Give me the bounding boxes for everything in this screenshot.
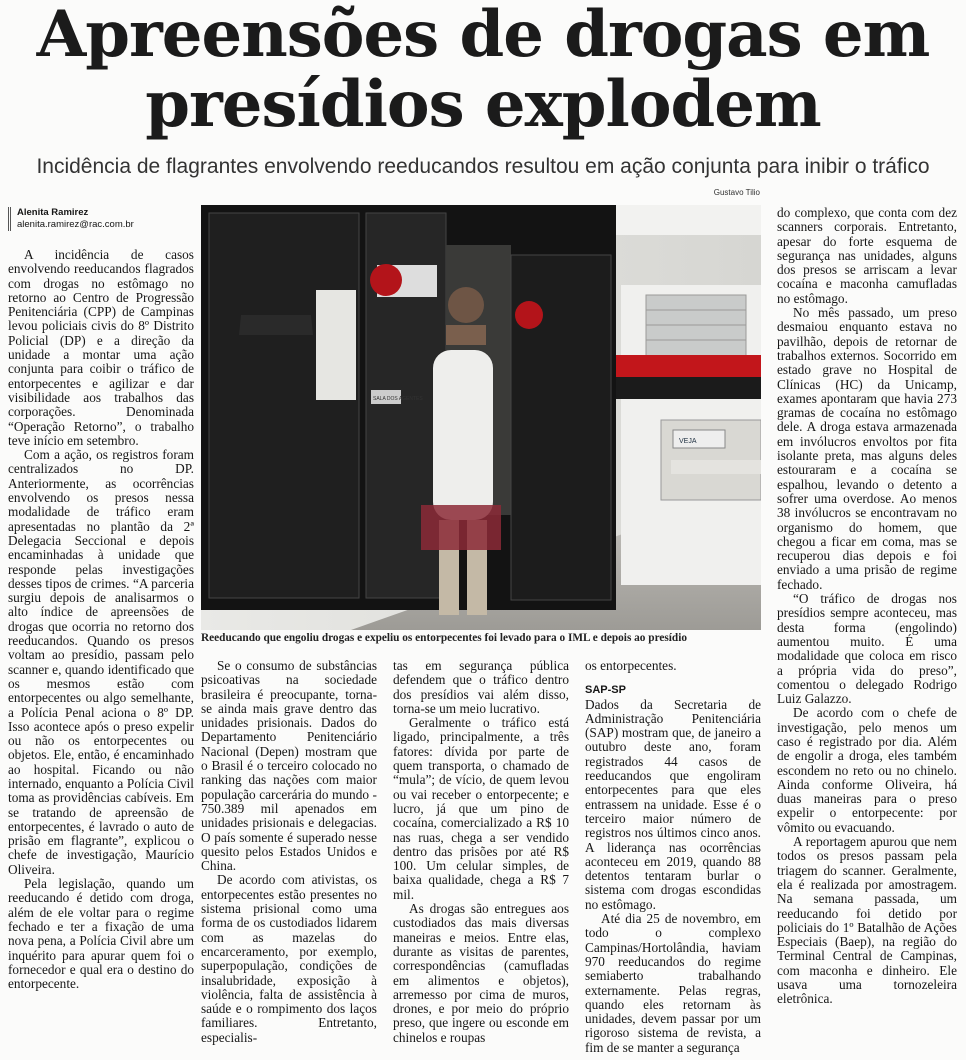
paragraph: Dados da Secretaria de Administração Penitenciária (SAP) mostram que, de janeiro a outubro deste ano, foram registrados 44 casos de reeducandos que engoliram entorpecentes para que eles entrassem na unidade. Esse é o terceiro maior número de registros nos últimos cinco anos. A liderança nas ocorrências aconteceu em 2019, quando 88 detentos tentaram burlar o sistema com drogas escondidas no estômago. [585, 696, 761, 912]
paragraph: Até dia 25 de novembro, em todo o complexo Campinas/Hortolândia, haviam 970 reeducandos do regime semiaberto trabalhando externamente. Pelas regras, quando eles retornam às unidades, devem passar por um rigoroso sistema de revista, a fim de se manter a segurança [585, 911, 761, 1055]
photo-sign-2: VEJA [679, 438, 697, 445]
photo-caption: Reeducando que engoliu drogas e expeliu os entorpecentes foi levado para o IML e depois ao presídio [201, 632, 687, 644]
paragraph: Se o consumo de substâncias psicoativas na sociedade brasileira é preocupante, torna-se ainda mais grave dentro das unidades prisionais. Dados do Departamento Penitenciário Nacional (Depen) mostram que o Brasil é o terceiro colocado no ranking das nações com maior população carcerária do mundo - 750.389 mil apenados em unidades prisionais e delegacias. O país somente é superado nesse quesito pelos Estados Unidos e China. [201, 659, 377, 874]
author-email[interactable]: alenita.ramirez@rac.com.br [17, 219, 134, 230]
paragraph: No mês passado, um preso desmaiou enquanto estava no pavilhão, depois de retornar de trabalhos externos. Socorrido em estado grave no Hospital de Clínicas (HC) da Unicamp, exames apontaram que havia 273 gramas de cocaína no estômago dele. A droga estava armazenada em invólucros envoltos por fita isolante preta, mas alguns deles estouraram e a cocaína se espalhou, levando o detento a sofrer uma overdose. Ao menos 38 invólucros se encontravam no organismo do homem, que chegou a ficar em coma, mas se recuperou dias depois e foi enviado a uma prisão de regime fechado. [777, 305, 957, 592]
photo-sign-1: SALA DOS AGENTES [373, 396, 423, 402]
paragraph: Com a ação, os registros foram centralizados no DP. Anteriormente, as ocorrências envolvendo os presos nessa modalidade de tráfico eram apresentadas no plantão da 2ª Delegacia Seccional e depois encaminhadas à unidade que responde pelas investigações desses tipos de crimes. “A parceria surgiu depois de analisarmos o alto índice de apreensões de drogas que ocorria no retorno dos reeducandos. Quando os presos voltam ao presídio, passam pelo scanner e, quando identificado que os mesmos estão com entorpecentes ou algo semelhante, a Polícia Penal aciona o 8º DP. Isso acontece após o preso expelir ou não os entorpecentes ou objetos. Ele, então, é encaminhado ao hospital. Ficando ou não internado, enquanto a Polícia Civil toma as providências cabíveis. Em se tratando de apreensão de entorpecentes, é lavrado o auto de prisão em flagrante”, explicou o chefe de investigação, Maurício Oliveira. [8, 447, 194, 877]
paragraph: do complexo, que conta com dez scanners corporais. Entretanto, apesar do forte esquema de segurança nas unidades, alguns dos presos se arriscam a levar cocaína e maconha camufladas no estômago. [777, 206, 957, 306]
paragraph: os entorpecentes. [585, 659, 677, 673]
article-column-5 [777, 206, 957, 1058]
photo-credit: Gustavo Tilio [713, 188, 760, 197]
subtitle: Incidência de flagrantes envolvendo reeducandos resultou em ação conjunta para inibir o tráfico [36, 155, 930, 178]
news-photo [201, 205, 761, 630]
photo-illustration [201, 205, 761, 630]
article-column-3 [393, 659, 569, 1058]
author-name: Alenita Ramirez [17, 207, 89, 218]
paragraph: Geralmente o tráfico está ligado, principalmente, a três fatores: dívida por parte de quem transporta, o chamado de “mula”; de vício, de quem levou ou vai receber o entorpecente; e lucro, já que um pino de cocaína, comercializado a R$ 10 nas ruas, chega a ser vendido dentro das prisões por até R$ 100. Um celular simples, de baixa qualidade, chega a R$ 7 mil. [393, 715, 569, 902]
article-column-1 [8, 248, 194, 1058]
paragraph: De acordo com ativistas, os entorpecentes estão presentes no sistema prisional como uma forma de os custodiados lidarem com as mazelas do encarceramento, por exemplo, superpopulação, condições de insalubridade, exposição à violência, falta de assistência à saúde e o rompimento dos laços familiares. Entretanto, especialis- [201, 872, 377, 1045]
byline [8, 207, 207, 231]
headline-line-1: Apreensões de drogas em [36, 0, 930, 72]
section-heading: SAP-SP [585, 684, 626, 697]
paragraph: De acordo com o chefe de investigação, pelo menos um caso é registrado por dia. Além de engolir a droga, eles também escondem no reto ou no chinelo. Ainda conforme Oliveira, há duas maneiras para o preso expelir o entorpecente: por vômito ou evacuando. [777, 705, 957, 835]
article-column-4 [585, 659, 761, 1058]
paragraph: Pela legislação, quando um reeducando é detido com droga, além de ele voltar para o regime fechado e ter a fixação de uma nova pena, a Polícia Civil abre um inquérito para apurar quem foi o fornecedor e qual era o destino do entorpecente. [8, 876, 194, 992]
paragraph: As drogas são entregues aos custodiados das mais diversas maneiras e meios. Entre elas, durante as visitas de parentes, correspondências (camufladas em alimentos e objetos), arremesso por cima de muros, drones, e por meio do próprio preso, que ingere ou esconde em chinelos e roupas [393, 901, 569, 1045]
paragraph: A incidência de casos envolvendo reeducandos flagrados com drogas no estômago no retorno ao Centro de Progressão Penitenciária (CPP) de Campinas levou policiais civis do 8º Distrito Policial (DP) e a direção da unidade a montar uma ação conjunta para coibir o tráfico de entorpecentes e agilizar e dar visibilidade aos trabalhos das corporações. Denominada “Operação Retorno”, o trabalho teve início em setembro. [8, 248, 194, 448]
paragraph: “O tráfico de drogas nos presídios sempre aconteceu, mas desta forma (engolindo) aumentou muito. É uma modalidade que coloca em risco a própria vida do preso”, comentou o delegado Rodrigo Luiz Galazzo. [777, 591, 957, 707]
headline [0, 0, 966, 140]
headline-line-2: presídios explodem [145, 67, 821, 142]
article-column-2 [201, 659, 377, 1058]
paragraph: A reportagem apurou que nem todos os presos passam pela triagem do scanner. Geralmente, ela é realizada por amostragem. Na semana passada, um reeducando foi detido por policiais do 1º Batalhão de Ações Especiais (Baep), na região do Terminal Central de Campinas, com maconha e dinheiro. Ele usava uma tornozeleira eletrônica. [777, 834, 957, 1007]
paragraph: tas em segurança pública defendem que o tráfico dentro dos presídios vai além disso, torna-se um meio lucrativo. [393, 659, 569, 716]
